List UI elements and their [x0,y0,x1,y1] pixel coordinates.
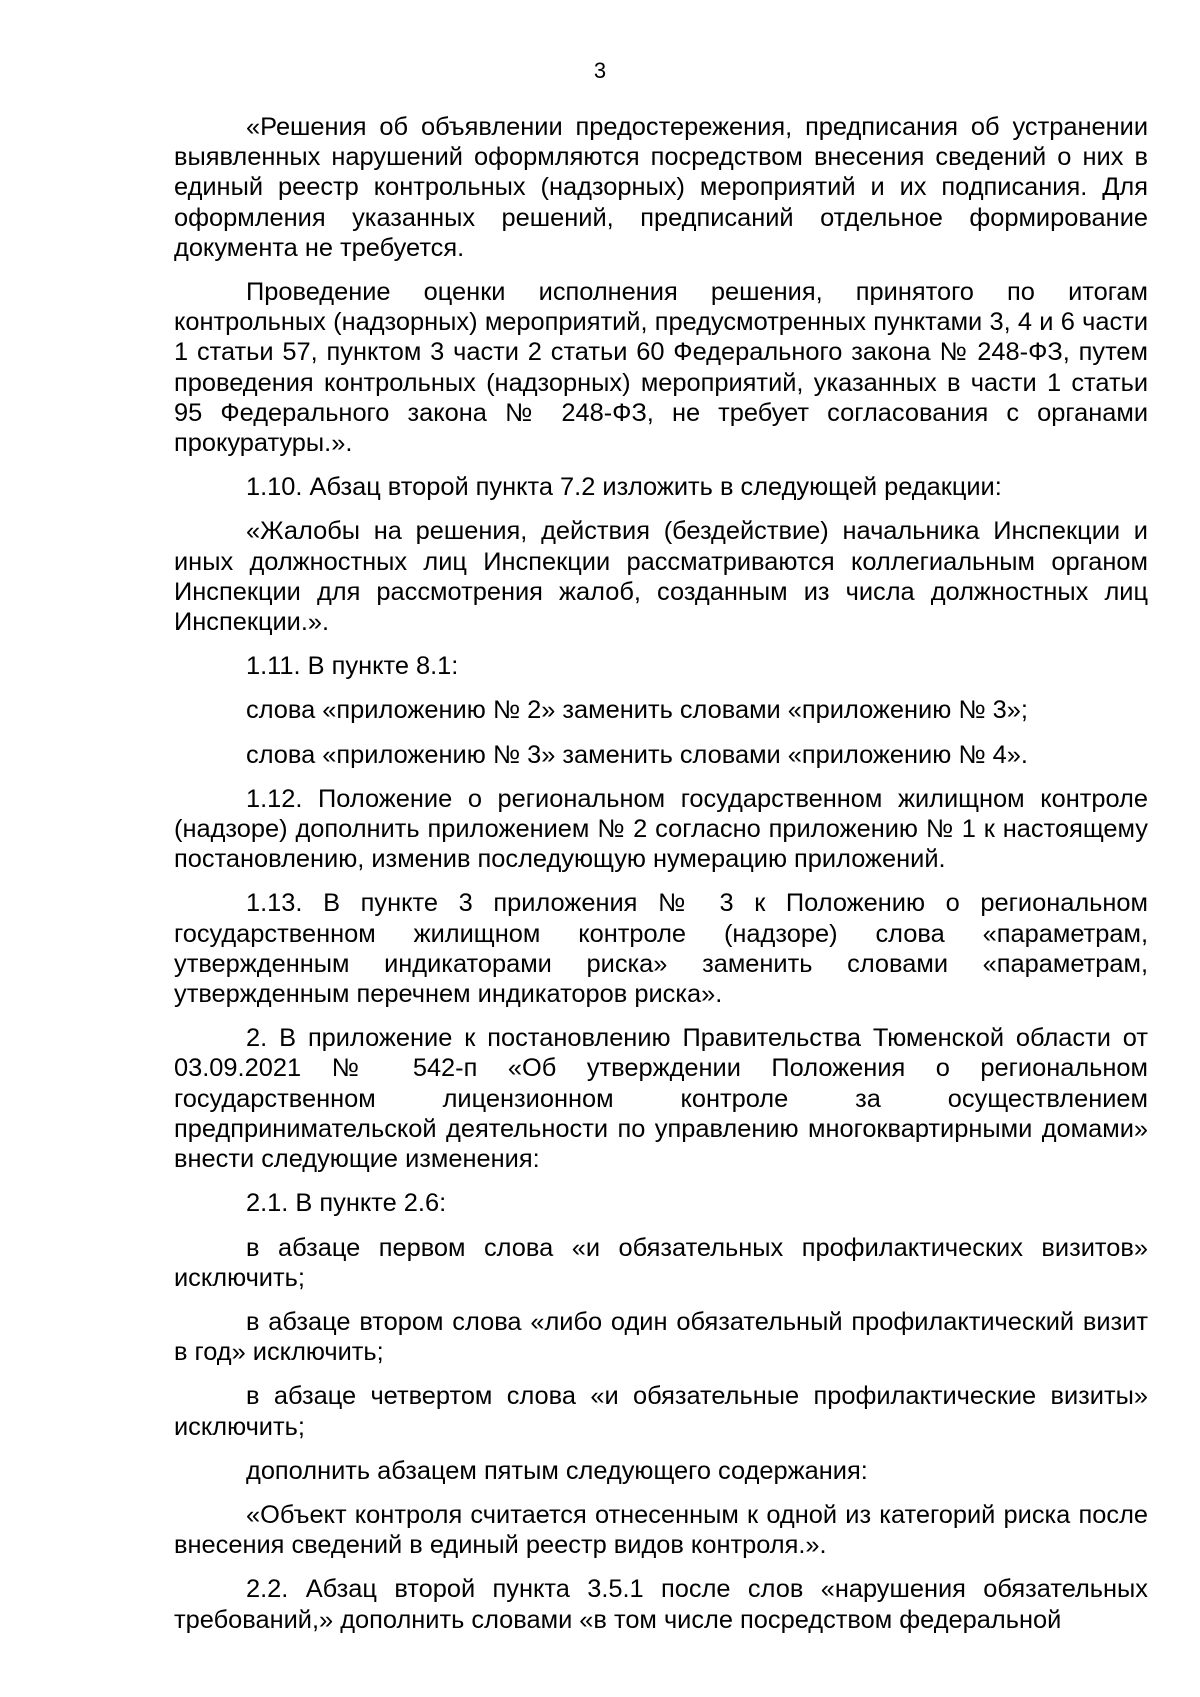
paragraph: «Жалобы на решения, действия (бездействие) начальника Инспекции и иных должностных лиц Инспекции рассматриваются коллегиальным органом Инспекции для рассмотрения жалоб, созданным из числа должностных лиц Инспекции.». [174,517,1148,637]
paragraph: 1.10. Абзац второй пункта 7.2 изложить в следующей редакции: [246,473,1002,502]
paragraph: Проведение оценки исполнения решения, принятого по итогам контрольных (надзорных) мероприятий, предусмотренных пунктами 3, 4 и 6 части 1 статьи 57, пунктом 3 части 2 статьи 60 Федерального закона № 248-ФЗ, путем проведения контрольных (надзорных) мероприятий, указанных в части 1 статьи 95 Федерального закона № 248-ФЗ, не требует согласования с органами прокуратуры.». [174,278,1148,458]
paragraph: «Решения об объявлении предостережения, предписания об устранении выявленных нарушений оформляются посредством внесения сведений о них в единый реестр контрольных (надзорных) мероприятий и их подписания. Для оформления указанных решений, предписаний отдельное формирование документа не требуется. [174,113,1148,262]
paragraph: в абзаце четвертом слова «и обязательные профилактические визиты» исключить; [174,1382,1148,1441]
paragraph: в абзаце втором слова «либо один обязательный профилактический визит в год» исключить; [174,1307,1148,1367]
paragraph: слова «приложению № 3» заменить словами «приложению № 4». [246,740,1028,769]
document-body [174,112,1148,1635]
paragraph: 2.1. В пункте 2.6: [246,1189,447,1218]
paragraph: в абзаце первом слова «и обязательных профилактических визитов» исключить; [174,1233,1148,1292]
paragraph: дополнить абзацем пятым следующего содержания: [246,1456,868,1485]
paragraph: 2.2. Абзац второй пункта 3.5.1 после слов «нарушения обязательных требований,» дополнить словами «в том числе посредством федеральной [174,1575,1148,1634]
paragraph: 1.13. В пункте 3 приложения № 3 к Положению о региональном государственном жилищном контроле (надзоре) слова «параметрам, утвержденным индикаторами риска» заменить словами «параметрам, утвержденным перечнем индикаторов риска». [174,889,1148,1009]
paragraph: «Объект контроля считается отнесенным к одной из категорий риска после внесения сведений в единый реестр видов контроля.». [174,1500,1148,1560]
page-number: 3 [593,58,607,83]
paragraph: 1.11. В пункте 8.1: [246,652,459,681]
paragraph: 1.12. Положение о региональном государственном жилищном контроле (надзоре) дополнить приложением № 2 согласно приложению № 1 к настоящему постановлению, изменив последующую нумерацию приложений. [174,784,1148,874]
paragraph: слова «приложению № 2» заменить словами «приложению № 3»; [246,696,1028,725]
paragraph: 2. В приложение к постановлению Правительства Тюменской области от 03.09.2021 № 542-п «Об утверждении Положения о региональном государственном лицензионном контроле за осуществлением предпринимательской деятельности по управлению многоквартирными домами» внести следующие изменения: [174,1024,1148,1174]
